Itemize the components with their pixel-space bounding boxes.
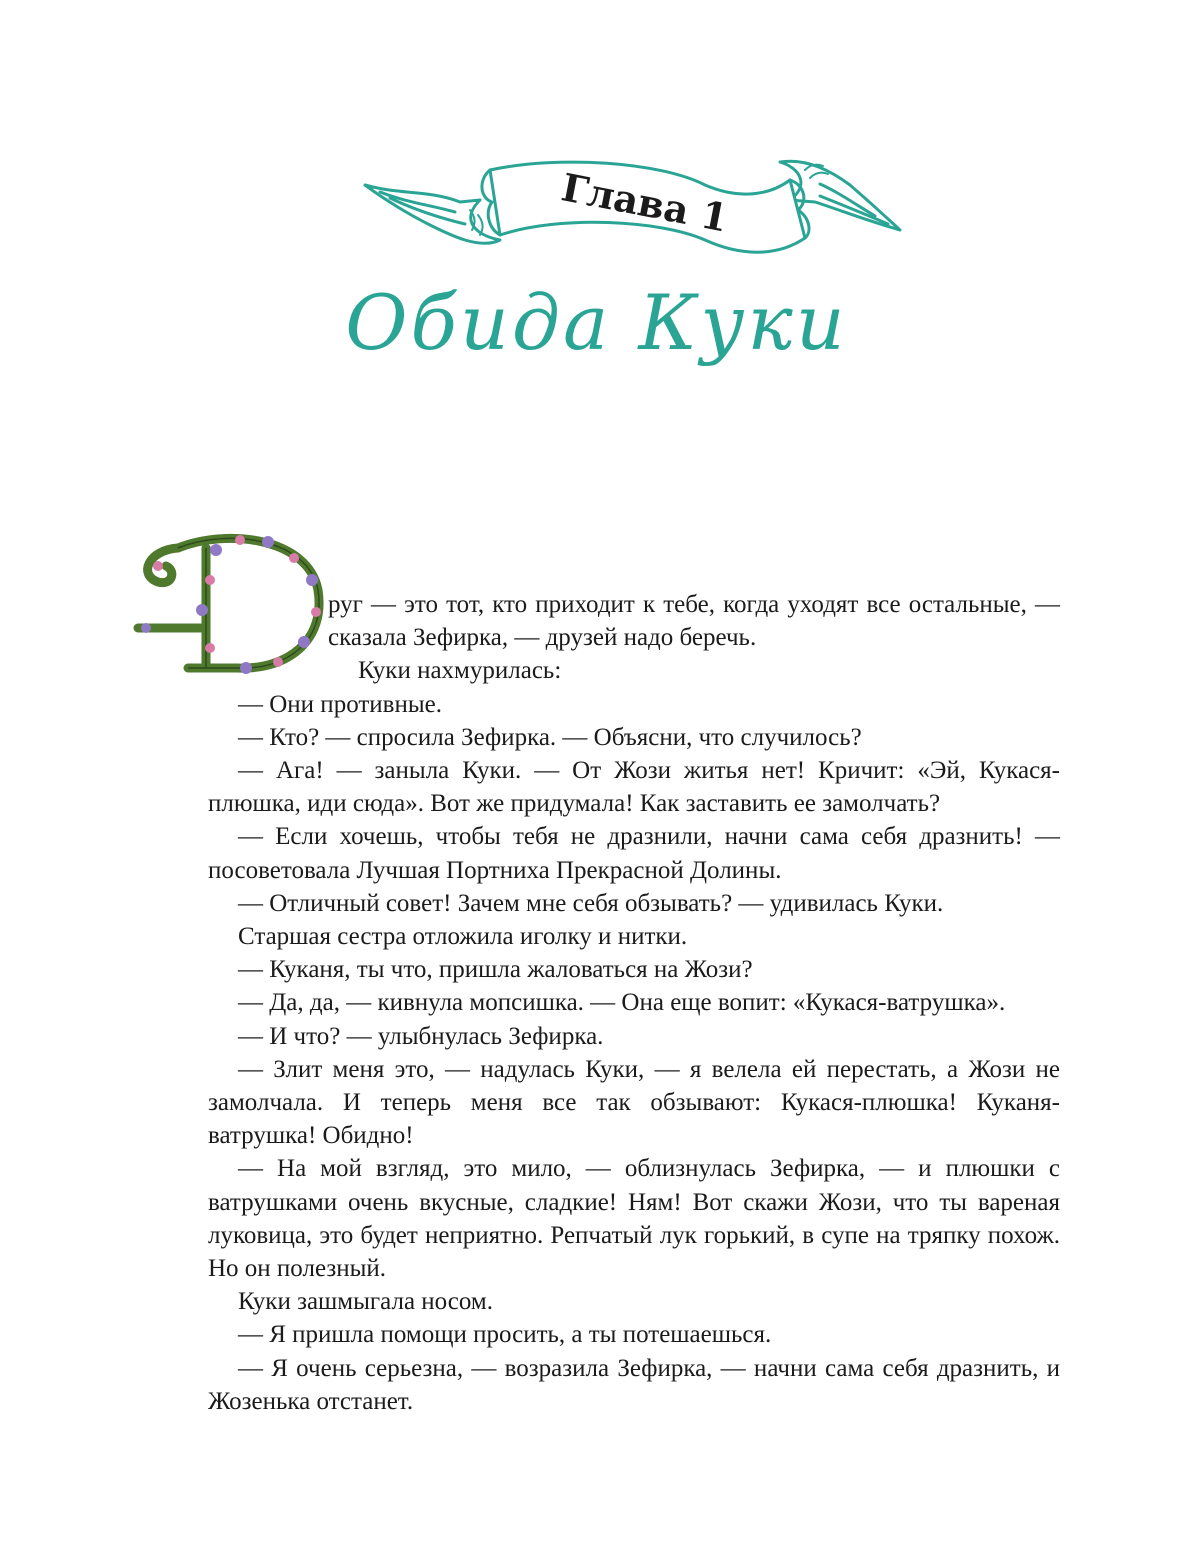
paragraph: Куки зашмыгала носом. (238, 1288, 493, 1316)
paragraph: — Кто? — спросила Зефирка. — Объясни, что случилось? (238, 723, 862, 751)
paragraph: Старшая сестра отложила иголку и нитки. (238, 923, 688, 951)
paragraph: — Я очень серьезна, — возразила Зефирка, — начни сама себя дразнить, и Жозенька отстанет. (208, 1354, 1060, 1415)
paragraph: Куки нахмурилась: (358, 657, 562, 685)
paragraph: — Ага! — заныла Куки. — От Жози житья нет! Кричит: «Эй, Кукася-плюшка, иди сюда». Вот же придумала! Как заставить ее замолчать? (208, 757, 1060, 818)
ribbon-banner-icon (360, 140, 905, 275)
paragraph: — И что? — улыбнулась Зефирка. (238, 1022, 604, 1050)
story-text (208, 588, 1060, 1418)
paragraph: — Куканя, ты что, пришла жаловаться на Жози? (238, 956, 753, 984)
paragraph: — Если хочешь, чтобы тебя не дразнили, начни сама себя дразнить! — посоветовала Лучшая Портниха Прекрасной Долины. (208, 823, 1060, 884)
paragraph: — Отличный совет! Зачем мне себя обзывать? — удивилась Куки. (238, 889, 944, 917)
paragraph: — Да, да, — кивнула мопсишка. — Она еще вопит: «Кукася-ватрушка». (238, 989, 1006, 1017)
chapter-title: Обида Куки (345, 278, 848, 367)
paragraph: — Злит меня это, — надулась Куки, — я велела ей перестать, а Жози не замолчала. И теперь меня все так обзывают: Кукася-плюшка! Куканя-ватрушка! Обидно! (208, 1055, 1060, 1150)
chapter-banner (360, 140, 905, 275)
paragraph: — Я пришла помощи просить, а ты потешаешься. (238, 1321, 772, 1349)
chapter-label: Глава 1 (557, 164, 732, 241)
paragraph: — На мой взгляд, это мило, — облизнулась Зефирка, — и плюшки с ватрушками очень вкусные, сладкие! Ням! Вот скажи Жози, что ты вареная луковица, это будет неприятно. Репчатый лук горький, в супе на тряпку похож. Но он полезный. (208, 1155, 1060, 1283)
paragraph-opening: руг — это тот, кто приходит к тебе, когда уходят все остальные, — сказала Зефирка, — друзей надо беречь. (328, 591, 1060, 652)
paragraph: — Они противные. (238, 690, 442, 718)
